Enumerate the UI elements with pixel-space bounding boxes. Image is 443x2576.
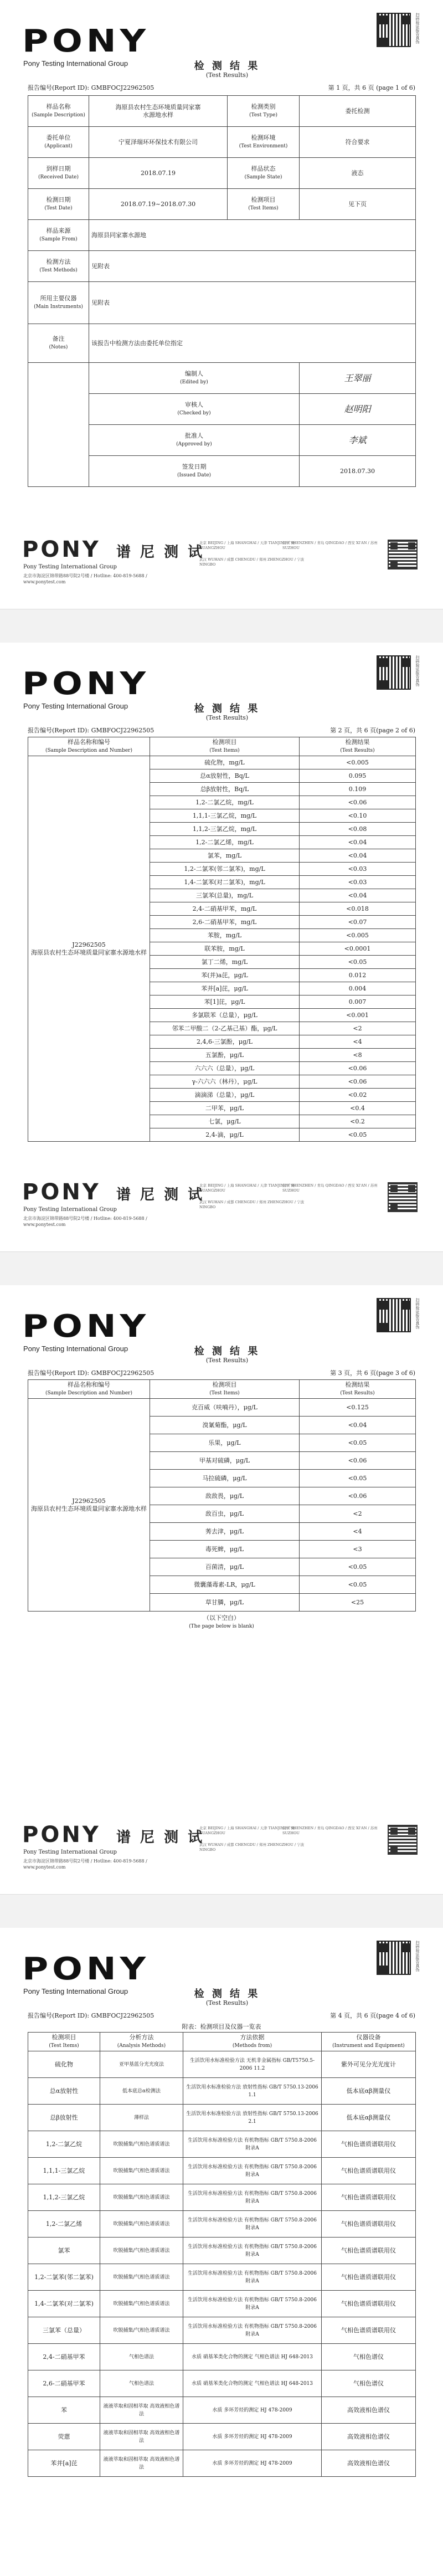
table-row [28, 2051, 416, 2078]
test-result: <0.10 [300, 809, 416, 823]
method-method: 液液萃取和固相萃取 高效液相色谱法 [100, 2424, 183, 2450]
method-instr: 气相色谱质谱联用仪 [322, 2291, 416, 2317]
page-header [22, 655, 421, 721]
test-result: <3 [300, 1541, 416, 1558]
test-item: 敌百虫，μg/L [150, 1505, 300, 1523]
sign-row: 批准人 (Approved by) 李斌 [28, 425, 416, 456]
page-header [22, 1941, 421, 2007]
sign-row: 审核人 (Checked by) 赵明阳 [28, 394, 416, 425]
test-item: 莠去津，μg/L [150, 1523, 300, 1541]
method-item: 2,6-二硝基甲苯 [28, 2370, 100, 2397]
footer-branches: 北京 BEIJING / 上海 SHANGHAI / 天津 TIANJIN / 广州 GUANGZHOU [199, 1183, 295, 1193]
footer-qr-icon [388, 1182, 418, 1212]
method-method: 吹脱捕集/气相色谱质谱法 [100, 2211, 183, 2238]
method-method: 气相色谱法 [100, 2344, 183, 2370]
test-result: <0.005 [300, 756, 416, 769]
test-item: 敌敌畏，μg/L [150, 1487, 300, 1505]
footer-branches: 深圳 SHENZHEN / 青岛 QINGDAO / 西安 XI'AN / 苏州 SUZHOU [282, 1826, 378, 1835]
method-instr: 高效液相色谱仪 [322, 2397, 416, 2424]
method-basis: 生活饮用水标准检验方法 有机物指标 GB/T 5750.8-2006 附录A [183, 2291, 322, 2317]
method-basis: 水质 硝基苯类化合物的测定 气相色谱法 HJ 648-2013 [183, 2370, 322, 2397]
results-body [28, 1399, 416, 1612]
test-result: <0.4 [300, 1102, 416, 1115]
test-item: 总β放射性，Bq/L [150, 783, 300, 796]
issued-date: 2018.07.30 [300, 456, 416, 487]
test-item: 1,2-二氯乙烯，mg/L [150, 836, 300, 849]
table-row: 样品来源 (Sample From) 海原县同家寨水源地 [28, 220, 416, 251]
test-result: <0.05 [300, 1434, 416, 1452]
table-row [28, 2317, 416, 2344]
footer-name-cn: 谱 尼 测 试 [116, 1187, 205, 1203]
method-basis: 生活饮用水标准检验方法 有机物指标 GB/T 5750.8-2006 附录A [183, 2184, 322, 2211]
table-row [28, 756, 416, 769]
report-id: GMBFOCJ22962505 [91, 2012, 154, 2019]
test-item: 滴滴涕（总量），μg/L [150, 1089, 300, 1102]
method-basis: 水质 多环芳烃的测定 HJ 478-2009 [183, 2424, 322, 2450]
table-row: 检测日期 (Test Date) 2018.07.19~2018.07.30 检测项目 (Test Items) 见下页 [28, 189, 416, 220]
footer-name-en: Pony Testing International Group [23, 1849, 117, 1855]
test-result: <0.08 [300, 823, 416, 836]
page-number: 第 2 页，共 6 页(page 2 of 6) [330, 727, 415, 734]
test-result: 0.012 [300, 969, 416, 982]
report-meta: 报告编号(Report ID): GMBFOCJ22962505 第 3 页，共 6 页(page 3 of 6) [28, 1369, 415, 1377]
test-item: 联苯胺，mg/L [150, 942, 300, 956]
table-row [28, 2264, 416, 2291]
report-title-en: (Test Results) [205, 714, 249, 721]
test-result: <0.06 [300, 1075, 416, 1089]
report-title: 检 测 结 果 [194, 1988, 260, 2000]
test-item: 1,1,1-三氯乙烷，mg/L [150, 809, 300, 823]
test-item: 苯[1]芘，μg/L [150, 995, 300, 1009]
page-footer [22, 532, 421, 598]
method-instr: 气相色谱质谱联用仪 [322, 2158, 416, 2184]
footer-address: 北京市海淀区锦带路88号院2号楼 / Hotline: 400-819-5688 / www.ponytest.com [23, 1216, 147, 1227]
test-item: 氯苯，mg/L [150, 849, 300, 863]
table-row: 委托单位 (Applicant) 宁夏泽瑞环环保技术有限公司 检测环境 (Test Environment) 符合要求 [28, 127, 416, 158]
method-instr: 气相色谱质谱联用仪 [322, 2184, 416, 2211]
table-header: 检测项目 (Test Items) 分析方法 (Analysis Methods) 方法依据 (Methods from) 仪器设备 (Instrument and Equipment) [28, 2033, 416, 2051]
qr-caption: 扫码验证报告真伪 [415, 655, 420, 686]
editor-signature: 王翠丽 [300, 363, 416, 394]
report-title-en: (Test Results) [205, 1357, 249, 1364]
sample-description: 海原县农村生态环境质量同家寨水源地水样 [31, 948, 147, 956]
page-gap [0, 1252, 443, 1285]
qr-code-icon [377, 13, 411, 47]
method-basis: 生活饮用水标准检验方法 有机物指标 GB/T 5750.8-2006 附录A [183, 2211, 322, 2238]
test-result: <0.06 [300, 1487, 416, 1505]
method-item: 1,4-二氯苯(对二氯苯) [28, 2291, 100, 2317]
test-item: 乐果，μg/L [150, 1434, 300, 1452]
approver-signature: 李斌 [300, 425, 416, 456]
page-footer [22, 1817, 421, 1884]
methods-table [28, 2032, 416, 2477]
table-row [28, 2424, 416, 2450]
table-row [28, 2291, 416, 2317]
method-item: 荧蒽 [28, 2424, 100, 2450]
method-method: 薄样法 [100, 2105, 183, 2131]
qr-caption: 扫码验证报告真伪 [415, 13, 420, 44]
sample-info-table [28, 95, 416, 487]
table-row [28, 2370, 416, 2397]
footer-branches: 深圳 SHENZHEN / 青岛 QINGDAO / 西安 XI'AN / 苏州 SUZHOU [282, 541, 378, 550]
company-name: Pony Testing International Group [23, 59, 128, 68]
table-row [28, 2211, 416, 2238]
test-item: 苯胺，mg/L [150, 929, 300, 942]
page-header [22, 1298, 421, 1364]
checker-signature: 赵明阳 [300, 394, 416, 425]
qr-code-icon [377, 1298, 411, 1332]
table-row [28, 2078, 416, 2105]
method-basis: 生活饮用水标准检验方法 有机物指标 GB/T 5750.8-2006 附录A [183, 2131, 322, 2158]
page-gap [0, 1895, 443, 1928]
report-page-4 [0, 1928, 443, 2576]
test-result: <0.05 [300, 1470, 416, 1487]
report-id-label: 报告编号(Report ID): [28, 84, 90, 91]
test-result: <0.125 [300, 1399, 416, 1417]
test-result: <0.03 [300, 876, 416, 889]
table-row: 备注 (Notes) 该报告中检测方法由委托单位指定 [28, 324, 416, 363]
method-instr: 气相色谱质谱联用仪 [322, 2317, 416, 2344]
method-basis: 生活饮用水标准检验方法 无机非金属指标 GB/T5750.5-2006 11.2 [183, 2051, 322, 2078]
report-meta: 报告编号(Report ID): GMBFOCJ22962505 第 2 页，共 6 页(page 2 of 6) [28, 727, 415, 734]
company-name: Pony Testing International Group [23, 1987, 128, 1995]
page-gap [0, 609, 443, 643]
report-page-1 [0, 0, 443, 609]
table-row [28, 2397, 416, 2424]
test-result: <0.06 [300, 1062, 416, 1075]
method-item: 总β放射性 [28, 2105, 100, 2131]
report-id: GMBFOCJ22962505 [91, 727, 154, 734]
test-result: 0.095 [300, 769, 416, 783]
test-item: 总α放射性，Bq/L [150, 769, 300, 783]
test-item: 苯并[a]芘，μg/L [150, 982, 300, 995]
test-result: <0.2 [300, 1115, 416, 1128]
page-number: 第 4 页，共 6 页(page 4 of 6) [330, 2012, 415, 2019]
test-result: <25 [300, 1594, 416, 1612]
test-item: 六六六（总量），μg/L [150, 1062, 300, 1075]
method-item: 1,1,1-三氯乙烷 [28, 2158, 100, 2184]
method-basis: 生活饮用水标准检验方法 有机物指标 GB/T 5750.8-2006 附录A [183, 2317, 322, 2344]
method-item: 硫化物 [28, 2051, 100, 2078]
method-method: 亚甲基蓝分光光度法 [100, 2051, 183, 2078]
test-item: 马拉硫磷，μg/L [150, 1470, 300, 1487]
footer-name-cn: 谱 尼 测 试 [116, 1829, 205, 1846]
footer-qr-icon [388, 540, 418, 569]
report-meta: 报告编号(Report ID): GMBFOCJ22962505 第 4 页，共 6 页(page 4 of 6) [28, 2012, 415, 2019]
test-result: <4 [300, 1523, 416, 1541]
table-row [28, 2158, 416, 2184]
test-item: 百菌清，μg/L [150, 1558, 300, 1576]
method-instr: 高效液相色谱仪 [322, 2450, 416, 2477]
test-item: 2,4-滴，μg/L [150, 1128, 300, 1142]
footer-qr-icon [388, 1825, 418, 1855]
footer-branches: 深圳 SHENZHEN / 青岛 QINGDAO / 西安 XI'AN / 苏州 SUZHOU [282, 1183, 378, 1193]
method-basis: 生活饮用水标准检验方法 放射性指标 GB/T 5750.13-2006 2.1 [183, 2105, 322, 2131]
test-item: 苯(并)a芘，μg/L [150, 969, 300, 982]
appendix-title: 附表：检测项目及仪器一览表 [182, 2023, 261, 2030]
method-item: 1,2-二氯乙烷 [28, 2131, 100, 2158]
method-item: 总α放射性 [28, 2078, 100, 2105]
table-row: 所用主要仪器 (Main Instruments) 见附表 [28, 282, 416, 324]
page-header [22, 13, 421, 79]
test-item: 二甲苯，μg/L [150, 1102, 300, 1115]
footer-branches: 武汉 WUHAN / 成都 CHENGDU / 郑州 ZHENGZHOU / 宁波 NINGBO [199, 557, 305, 567]
test-result: <2 [300, 1505, 416, 1523]
qr-caption: 扫码验证报告真伪 [415, 1298, 420, 1329]
page-number: 第 1 页，共 6 页 (page 1 of 6) [328, 84, 415, 91]
test-item: 三氯苯(总量)，mg/L [150, 889, 300, 902]
test-result: <0.07 [300, 916, 416, 929]
method-method: 吹脱捕集/气相色谱质谱法 [100, 2291, 183, 2317]
method-basis: 生活饮用水标准检验方法 有机物指标 GB/T 5750.8-2006 附录A [183, 2264, 322, 2291]
company-name: Pony Testing International Group [23, 702, 128, 710]
method-instr: 气相色谱仪 [322, 2344, 416, 2370]
sample-id: J22962505 [72, 941, 106, 948]
method-basis: 生活饮用水标准检验方法 有机物指标 GB/T 5750.8-2006 附录A [183, 2238, 322, 2264]
test-result: <0.05 [300, 1128, 416, 1142]
report-page-2 [0, 643, 443, 1252]
method-method: 吹脱捕集/气相色谱质谱法 [100, 2131, 183, 2158]
footer-name-en: Pony Testing International Group [23, 564, 117, 570]
method-instr: 气相色谱质谱联用仪 [322, 2238, 416, 2264]
method-method: 气相色谱法 [100, 2370, 183, 2397]
test-item: 1,1,2-三氯乙烷，mg/L [150, 823, 300, 836]
company-name: Pony Testing International Group [23, 1345, 128, 1353]
qr-code-icon [377, 1941, 411, 1975]
method-item: 1,2-二氯乙烯 [28, 2211, 100, 2238]
pony-logo: PONY [22, 23, 150, 59]
test-result: <0.04 [300, 889, 416, 902]
results-body [28, 756, 416, 1142]
test-result: <0.04 [300, 1417, 416, 1434]
method-item: 2,4-二硝基甲苯 [28, 2344, 100, 2370]
test-item: 2,4,6-三氯酚，μg/L [150, 1035, 300, 1049]
method-instr: 气相色谱仪 [322, 2370, 416, 2397]
report-title-en: (Test Results) [205, 71, 249, 79]
method-method: 液液萃取和固相萃取 高效液相色谱法 [100, 2450, 183, 2477]
test-item: 邻苯二甲酸二（2-乙基己基）酯，μg/L [150, 1022, 300, 1035]
footer-name-en: Pony Testing International Group [23, 1207, 117, 1213]
test-item: 1,4-二氯苯(对二氯苯)，mg/L [150, 876, 300, 889]
test-result: <0.05 [300, 1576, 416, 1594]
report-title-en: (Test Results) [205, 1999, 249, 2007]
method-item: 三氯苯（总量） [28, 2317, 100, 2344]
test-item: 1,2-二氯苯(邻二氯苯)，mg/L [150, 863, 300, 876]
test-result: <4 [300, 1035, 416, 1049]
method-method: 吹脱捕集/气相色谱质谱法 [100, 2317, 183, 2344]
report-meta [28, 83, 415, 93]
test-item: γ-六六六（林丹），μg/L [150, 1075, 300, 1089]
results-table [28, 1379, 416, 1612]
test-result: <0.04 [300, 836, 416, 849]
table-row: 到样日期 (Received Date) 2018.07.19 样品状态 (Sample State) 液态 [28, 158, 416, 189]
method-method: 吹脱捕集/气相色谱质谱法 [100, 2158, 183, 2184]
test-result: <8 [300, 1049, 416, 1062]
table-row [28, 1399, 416, 1417]
test-result: 0.109 [300, 783, 416, 796]
page-footer [22, 1174, 421, 1241]
test-result: <0.018 [300, 902, 416, 916]
report-title: 检 测 结 果 [194, 703, 260, 715]
method-basis: 生活饮用水标准检验方法 有机物指标 GB/T 5750.8-2006 附录A [183, 2158, 322, 2184]
method-instr: 紫外可见分光光度计 [322, 2051, 416, 2078]
test-result: <0.04 [300, 849, 416, 863]
table-header: 样品名称和编号 (Sample Description and Number) 检测项目 (Test Items) 检测结果 (Test Results) [28, 1380, 416, 1399]
test-result: <2 [300, 1022, 416, 1035]
method-basis: 生活饮用水标准检验方法 放射性指标 GB/T 5750.13-2006 1.1 [183, 2078, 322, 2105]
table-row [28, 2105, 416, 2131]
footer-address: 北京市海淀区锦带路88号院2号楼 / Hotline: 400-819-5688 / www.ponytest.com [23, 1859, 147, 1870]
sign-row: 编制人 (Edited by) 王翠丽 [28, 363, 416, 394]
method-basis: 水质 多环芳烃的测定 HJ 478-2009 [183, 2397, 322, 2424]
sample-description: 海原县农村生态环境质量同家寨水源地水样 [31, 1505, 147, 1512]
method-basis: 水质 多环芳烃的测定 HJ 478-2009 [183, 2450, 322, 2477]
method-instr: 气相色谱质谱联用仪 [322, 2211, 416, 2238]
blank-note: （以下空白） (The page below is blank) [189, 1614, 254, 1629]
method-instr: 低本底αβ测量仪 [322, 2105, 416, 2131]
test-result: <0.05 [300, 956, 416, 969]
report-title: 检 测 结 果 [194, 60, 260, 72]
test-item: 多氯联苯（总量），μg/L [150, 1009, 300, 1022]
table-row [28, 2238, 416, 2264]
method-method: 低本底总α检测法 [100, 2078, 183, 2105]
method-item: 苯并[a]芘 [28, 2450, 100, 2477]
table-row [28, 2184, 416, 2211]
test-item: 1,2-二氯乙烷，mg/L [150, 796, 300, 809]
footer-logo: PONY [22, 1179, 101, 1205]
method-item: 1,2-二氯苯(邻二氯苯) [28, 2264, 100, 2291]
footer-branches: 北京 BEIJING / 上海 SHANGHAI / 天津 TIANJIN / 广州 GUANGZHOU [199, 1826, 295, 1835]
footer-branches: 武汉 WUHAN / 成都 CHENGDU / 郑州 ZHENGZHOU / 宁波 NINGBO [199, 1843, 305, 1852]
method-instr: 气相色谱质谱联用仪 [322, 2264, 416, 2291]
footer-branches: 武汉 WUHAN / 成都 CHENGDU / 郑州 ZHENGZHOU / 宁波 NINGBO [199, 1200, 305, 1209]
report-title: 检 测 结 果 [194, 1346, 260, 1357]
test-item: 2,4-二硝基甲苯，mg/L [150, 902, 300, 916]
qr-caption: 扫码验证报告真伪 [415, 1941, 420, 1972]
test-result: <0.005 [300, 929, 416, 942]
sign-row: 签发日期 (Issued Date) 2018.07.30 [28, 456, 416, 487]
table-row: 检测方法 (Test Methods) 见附表 [28, 251, 416, 282]
table-header: 样品名称和编号 (Sample Description and Number) 检测项目 (Test Items) 检测结果 (Test Results) [28, 737, 416, 756]
test-item: 氯丁二烯，mg/L [150, 956, 300, 969]
test-item: 甲基对硫磷，μg/L [150, 1452, 300, 1470]
test-item: 溴氰菊酯，μg/L [150, 1417, 300, 1434]
pony-logo: PONY [22, 1951, 150, 1987]
method-instr: 低本底αβ测量仪 [322, 2078, 416, 2105]
method-item: 苯 [28, 2397, 100, 2424]
pony-logo: PONY [22, 666, 150, 702]
test-item: 微囊藻毒素-LR，μg/L [150, 1576, 300, 1594]
test-result: <0.06 [300, 1452, 416, 1470]
test-item: 2,6-二硝基甲苯，mg/L [150, 916, 300, 929]
method-item: 氯苯 [28, 2238, 100, 2264]
methods-body [28, 2051, 416, 2477]
sample-cell [28, 1399, 150, 1612]
test-result: <0.03 [300, 863, 416, 876]
results-table [28, 737, 416, 1142]
test-result: <0.0001 [300, 942, 416, 956]
test-item: 毒死蜱，μg/L [150, 1541, 300, 1558]
pony-logo: PONY [22, 1308, 150, 1345]
table-row: 样品名称 (Sample Description) 海原县农村生态环境质量同家寨 水源地水样 检测类别 (Test Type) 委托检测 [28, 96, 416, 127]
sample-cell [28, 756, 150, 1142]
report-id: GMBFOCJ22962505 [91, 84, 154, 91]
footer-branches: 北京 BEIJING / 上海 SHANGHAI / 天津 TIANJIN / 广州 GUANGZHOU [199, 541, 295, 550]
footer-logo: PONY [22, 1822, 101, 1848]
method-method: 液液萃取和固相萃取 高效液相色谱法 [100, 2397, 183, 2424]
test-result: 0.007 [300, 995, 416, 1009]
test-result: 0.004 [300, 982, 416, 995]
table-row [28, 2131, 416, 2158]
test-item: 七氯，μg/L [150, 1115, 300, 1128]
method-basis: 水质 硝基苯类化合物的测定 气相色谱法 HJ 648-2013 [183, 2344, 322, 2370]
table-row [28, 2450, 416, 2477]
method-method: 吹脱捕集/气相色谱质谱法 [100, 2184, 183, 2211]
test-result: <0.05 [300, 1558, 416, 1576]
test-result: <0.02 [300, 1089, 416, 1102]
table-row [28, 2344, 416, 2370]
test-item: 克百威（呋喃丹），μg/L [150, 1399, 300, 1417]
method-method: 吹脱捕集/气相色谱质谱法 [100, 2238, 183, 2264]
footer-address: 北京市海淀区锦带路88号院2号楼 / Hotline: 400-819-5688 / www.ponytest.com [23, 573, 147, 584]
test-item: 草甘膦，μg/L [150, 1594, 300, 1612]
method-instr: 高效液相色谱仪 [322, 2424, 416, 2450]
report-id: GMBFOCJ22962505 [91, 1369, 154, 1377]
test-item: 硫化物，mg/L [150, 756, 300, 769]
page-number: 第 3 页，共 6 页(page 3 of 6) [330, 1369, 415, 1377]
sample-id: J22962505 [72, 1497, 106, 1505]
qr-code-icon [377, 655, 411, 690]
footer-logo: PONY [22, 537, 101, 562]
report-page-3 [0, 1285, 443, 1895]
method-instr: 气相色谱质谱联用仪 [322, 2131, 416, 2158]
test-result: <0.06 [300, 796, 416, 809]
test-result: <0.001 [300, 1009, 416, 1022]
method-item: 1,1,2-三氯乙烷 [28, 2184, 100, 2211]
test-item: 五氯酚，μg/L [150, 1049, 300, 1062]
method-method: 吹脱捕集/气相色谱质谱法 [100, 2264, 183, 2291]
footer-name-cn: 谱 尼 测 试 [116, 544, 205, 561]
